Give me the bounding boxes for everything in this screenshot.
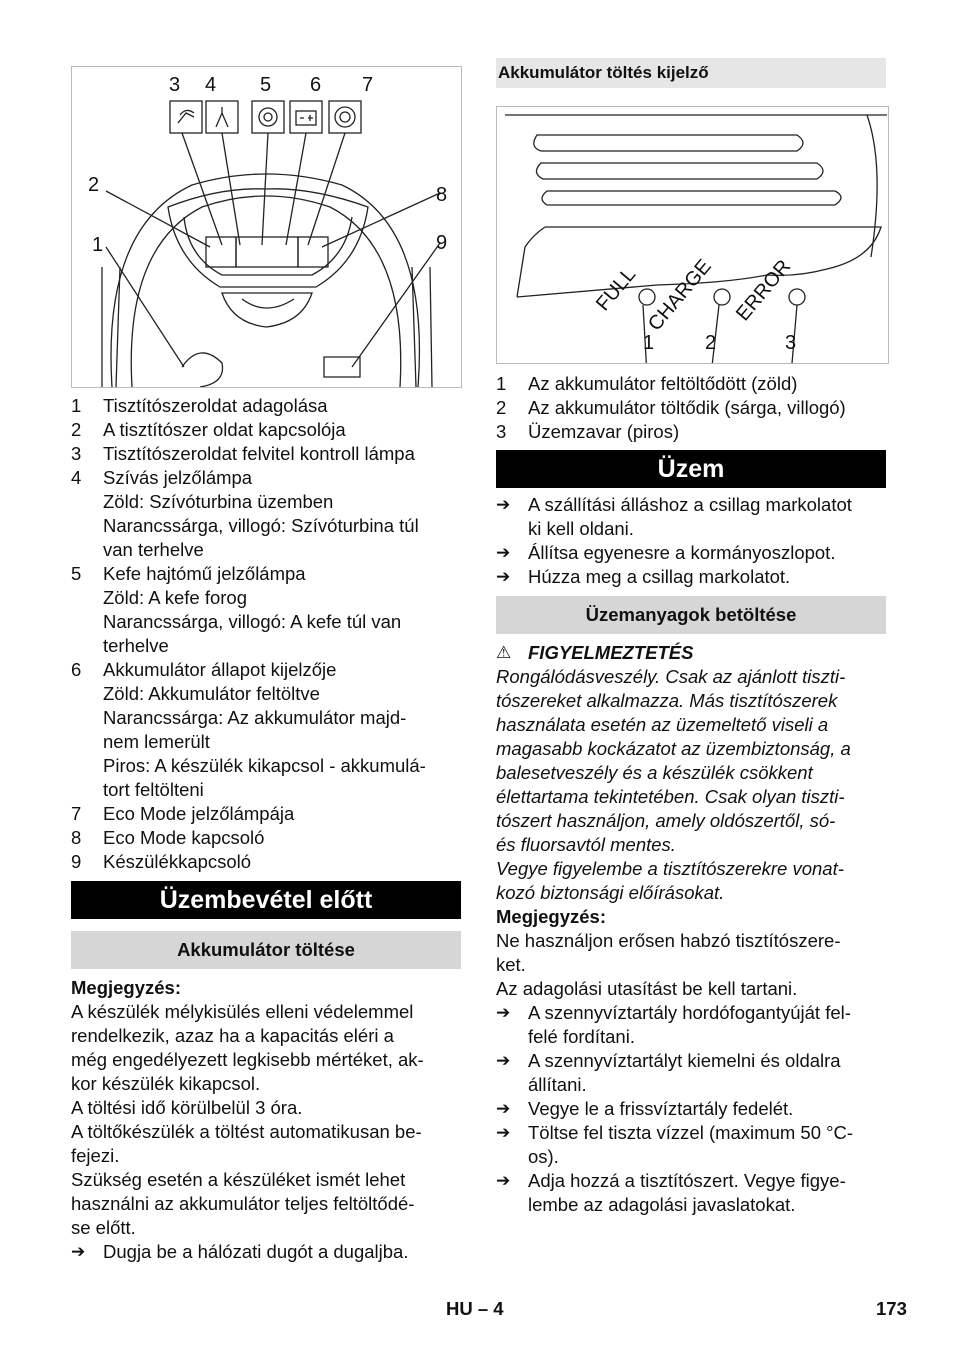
text-line: A töltőkészülék a töltést automatikusan be- <box>71 1121 422 1142</box>
control-panel-illustration <box>72 67 461 387</box>
step-text <box>528 493 886 541</box>
section-heading-operation: Üzem <box>496 450 886 488</box>
callout-2: 2 <box>705 332 717 354</box>
warning-icon: ⚠ <box>496 643 512 662</box>
list-item-text <box>103 658 461 802</box>
list-item-number: 9 <box>71 851 82 872</box>
text-line: még engedélyezett legkisebb mértéket, ak- <box>71 1049 424 1070</box>
control-legend-list <box>71 394 461 874</box>
text-line: magasabb kockázatot az üzembiztonság, a <box>496 738 851 759</box>
text-line: Tisztítószeroldat adagolása <box>103 395 328 416</box>
text-line: Akkumulátor állapot kijelzője <box>103 659 337 680</box>
text-line: se előtt. <box>71 1217 136 1238</box>
text-line: használata esetén az üzemeltető viseli a <box>496 714 829 735</box>
text-line: Zöld: Szívóturbina üzemben <box>103 491 334 512</box>
text-line: Narancssárga, villogó: Szívóturbina túl <box>103 515 419 536</box>
subsection-heading-charge-display: Akkumulátor töltés kijelző <box>496 58 886 88</box>
step-text: Dugja be a hálózati dugót a dugaljba. <box>103 1241 409 1262</box>
text-line: os). <box>528 1146 559 1167</box>
list-item-text <box>103 394 461 418</box>
callout-4: 4 <box>205 74 217 96</box>
text-line: Kefe hajtómű jelzőlámpa <box>103 563 306 584</box>
text-line: tószert használjon, amely oldószertől, só- <box>496 810 836 831</box>
right-column <box>496 58 886 1217</box>
text-line: lembe az adagolási javaslatokat. <box>528 1194 796 1215</box>
callout-9: 9 <box>436 232 448 254</box>
step-text <box>528 1001 886 1049</box>
text-line: használni az akkumulátor teljes feltöltődé- <box>71 1193 415 1214</box>
callout-6: 6 <box>310 74 322 96</box>
list-item-number: 4 <box>71 467 82 488</box>
list-item-number: 7 <box>71 803 82 824</box>
text-line: Rongálódásveszély. Csak az ajánlott tiszti- <box>496 666 846 687</box>
list-item-text <box>103 850 461 874</box>
text-line: Szívás jelzőlámpa <box>103 467 253 488</box>
text-line: tort feltölteni <box>103 779 204 800</box>
list-item-text <box>103 418 461 442</box>
callout-8: 8 <box>436 184 448 206</box>
text-line: felé fordítani. <box>528 1026 635 1047</box>
label-charge: CHARGE <box>643 255 716 336</box>
step-item <box>496 493 886 541</box>
text-line: Készülékkapcsoló <box>103 851 252 872</box>
list-item-number: 2 <box>71 419 82 440</box>
list-item-number: 6 <box>71 659 82 680</box>
text-line: terhelve <box>103 635 169 656</box>
page-number: 173 <box>876 1298 907 1319</box>
charge-display-illustration <box>497 107 888 363</box>
label-error: ERROR <box>731 255 796 326</box>
step-text <box>528 565 886 589</box>
arrow-right-icon: ➔ <box>496 543 511 562</box>
list-item-text <box>103 466 461 562</box>
text-line: kozó biztonsági előírásokat. <box>496 882 725 903</box>
warning-text <box>496 665 886 905</box>
note-text <box>496 929 886 1001</box>
note-label: Megjegyzés: <box>71 977 182 998</box>
step-text <box>528 541 886 565</box>
charge-display-figure <box>496 106 889 364</box>
arrow-right-icon: ➔ <box>496 1123 511 1142</box>
warning-title: FIGYELMEZTETÉS <box>528 642 694 663</box>
text-line: Vegye figyelembe a tisztítószerekre vonat- <box>496 858 844 879</box>
step-item <box>496 1001 886 1049</box>
list-item: 2 Az akkumulátor töltődik (sárga, villogó) <box>496 397 846 418</box>
text-line: és fluorsavtól mentes. <box>496 834 676 855</box>
text-line: Zöld: A kefe forog <box>103 587 247 608</box>
arrow-right-icon: ➔ <box>496 1171 511 1190</box>
text-line: nem lemerült <box>103 731 210 752</box>
text-line: Eco Mode kapcsoló <box>103 827 265 848</box>
arrow-right-icon: ➔ <box>496 1003 511 1022</box>
left-column <box>71 66 461 1264</box>
text-line: élettartama tekintetében. Csak olyan tiszti- <box>496 786 845 807</box>
arrow-right-icon: ➔ <box>71 1242 86 1261</box>
step-text <box>528 1121 886 1169</box>
section-heading-before-startup: Üzembevétel előtt <box>71 881 461 919</box>
arrow-right-icon: ➔ <box>496 567 511 586</box>
label-full: FULL <box>591 263 641 316</box>
callout-5: 5 <box>260 74 272 96</box>
list-item <box>71 466 461 562</box>
text-line: A töltési idő körülbelül 3 óra. <box>71 1097 303 1118</box>
text-line: tószereket alkalmazza. Más tisztítószerek <box>496 690 838 711</box>
list-item <box>71 394 461 418</box>
list-item-text <box>103 442 461 466</box>
list-item: 3 Üzemzavar (piros) <box>496 421 680 442</box>
step-item <box>496 1169 886 1217</box>
text-line: A szennyvíztartályt kiemelni és oldalra <box>528 1050 841 1071</box>
text-line: Ne használjon erősen habzó tisztítószere- <box>496 930 841 951</box>
step-item <box>71 1240 461 1264</box>
callout-2: 2 <box>88 174 100 196</box>
list-item-text <box>103 562 461 658</box>
list-item <box>71 442 461 466</box>
step-text <box>528 1097 886 1121</box>
step-text <box>528 1049 886 1097</box>
list-item-number: 1 <box>71 395 82 416</box>
control-panel-figure <box>71 66 462 388</box>
list-item <box>71 802 461 826</box>
text-line: Vegye le a frissvíztartály fedelét. <box>528 1098 794 1119</box>
battery-note-text <box>71 1000 461 1240</box>
subsection-heading-fill-consumables: Üzemanyagok betöltése <box>496 596 886 634</box>
text-line: kor készülék kikapcsol. <box>71 1073 261 1094</box>
charge-legend-list <box>496 372 886 444</box>
text-line: rendelkezik, azaz ha a kapacitás eléri a <box>71 1025 394 1046</box>
list-item: 1 Az akkumulátor feltöltődött (zöld) <box>496 373 798 394</box>
step-item <box>496 1097 886 1121</box>
operation-steps <box>496 493 886 589</box>
text-line: Húzza meg a csillag markolatot. <box>528 566 791 587</box>
text-line: A tisztítószer oldat kapcsolója <box>103 419 346 440</box>
text-line: Adja hozzá a tisztítószert. Vegye figye- <box>528 1170 846 1191</box>
text-line: van terhelve <box>103 539 204 560</box>
step-item <box>496 1049 886 1097</box>
text-line: Tisztítószeroldat felvitel kontroll lámpa <box>103 443 415 464</box>
text-line: Az adagolási utasítást be kell tartani. <box>496 978 798 999</box>
subsection-heading-battery-charging: Akkumulátor töltése <box>71 931 461 969</box>
note-label: Megjegyzés: <box>496 906 607 927</box>
callout-3: 3 <box>169 74 181 96</box>
list-item-text <box>103 802 461 826</box>
step-item <box>496 1121 886 1169</box>
text-line: Töltse fel tiszta vízzel (maximum 50 °C- <box>528 1122 854 1143</box>
callout-1: 1 <box>643 332 655 354</box>
text-line: Eco Mode jelzőlámpája <box>103 803 295 824</box>
list-item-number: 3 <box>71 443 82 464</box>
text-line: állítani. <box>528 1074 587 1095</box>
text-line: Állítsa egyenesre a kormányoszlopot. <box>528 542 836 563</box>
page-section-label: HU – 4 <box>446 1298 504 1319</box>
text-line: balesetveszély és a készülék csökkent <box>496 762 813 783</box>
text-line: Szükség esetén a készüléket ismét lehet <box>71 1169 406 1190</box>
text-line: Narancssárga: Az akkumulátor majd- <box>103 707 407 728</box>
text-line: A készülék mélykisülés elleni védelemmel <box>71 1001 414 1022</box>
text-line: A szennyvíztartály hordófogantyúját fel- <box>528 1002 851 1023</box>
list-item-text <box>103 826 461 850</box>
list-item <box>71 562 461 658</box>
list-item-number: 8 <box>71 827 82 848</box>
callout-1: 1 <box>92 234 104 256</box>
warning-block <box>496 641 886 905</box>
callout-3: 3 <box>785 332 797 354</box>
text-line: ket. <box>496 954 526 975</box>
list-item <box>71 418 461 442</box>
text-line: Piros: A készülék kikapcsol - akkumulá- <box>103 755 426 776</box>
filling-steps <box>496 1001 886 1217</box>
list-item <box>71 850 461 874</box>
text-line: fejezi. <box>71 1145 120 1166</box>
step-text <box>528 1169 886 1217</box>
step-item <box>496 541 886 565</box>
arrow-right-icon: ➔ <box>496 495 511 514</box>
arrow-right-icon: ➔ <box>496 1051 511 1070</box>
list-item <box>71 826 461 850</box>
text-line: Narancssárga, villogó: A kefe túl van <box>103 611 402 632</box>
text-line: Zöld: Akkumulátor feltöltve <box>103 683 320 704</box>
text-line: A szállítási álláshoz a csillag markolatot <box>528 494 852 515</box>
list-item-number: 5 <box>71 563 82 584</box>
text-line: ki kell oldani. <box>528 518 634 539</box>
arrow-right-icon: ➔ <box>496 1099 511 1118</box>
callout-7: 7 <box>362 74 374 96</box>
step-item <box>496 565 886 589</box>
list-item <box>71 658 461 802</box>
